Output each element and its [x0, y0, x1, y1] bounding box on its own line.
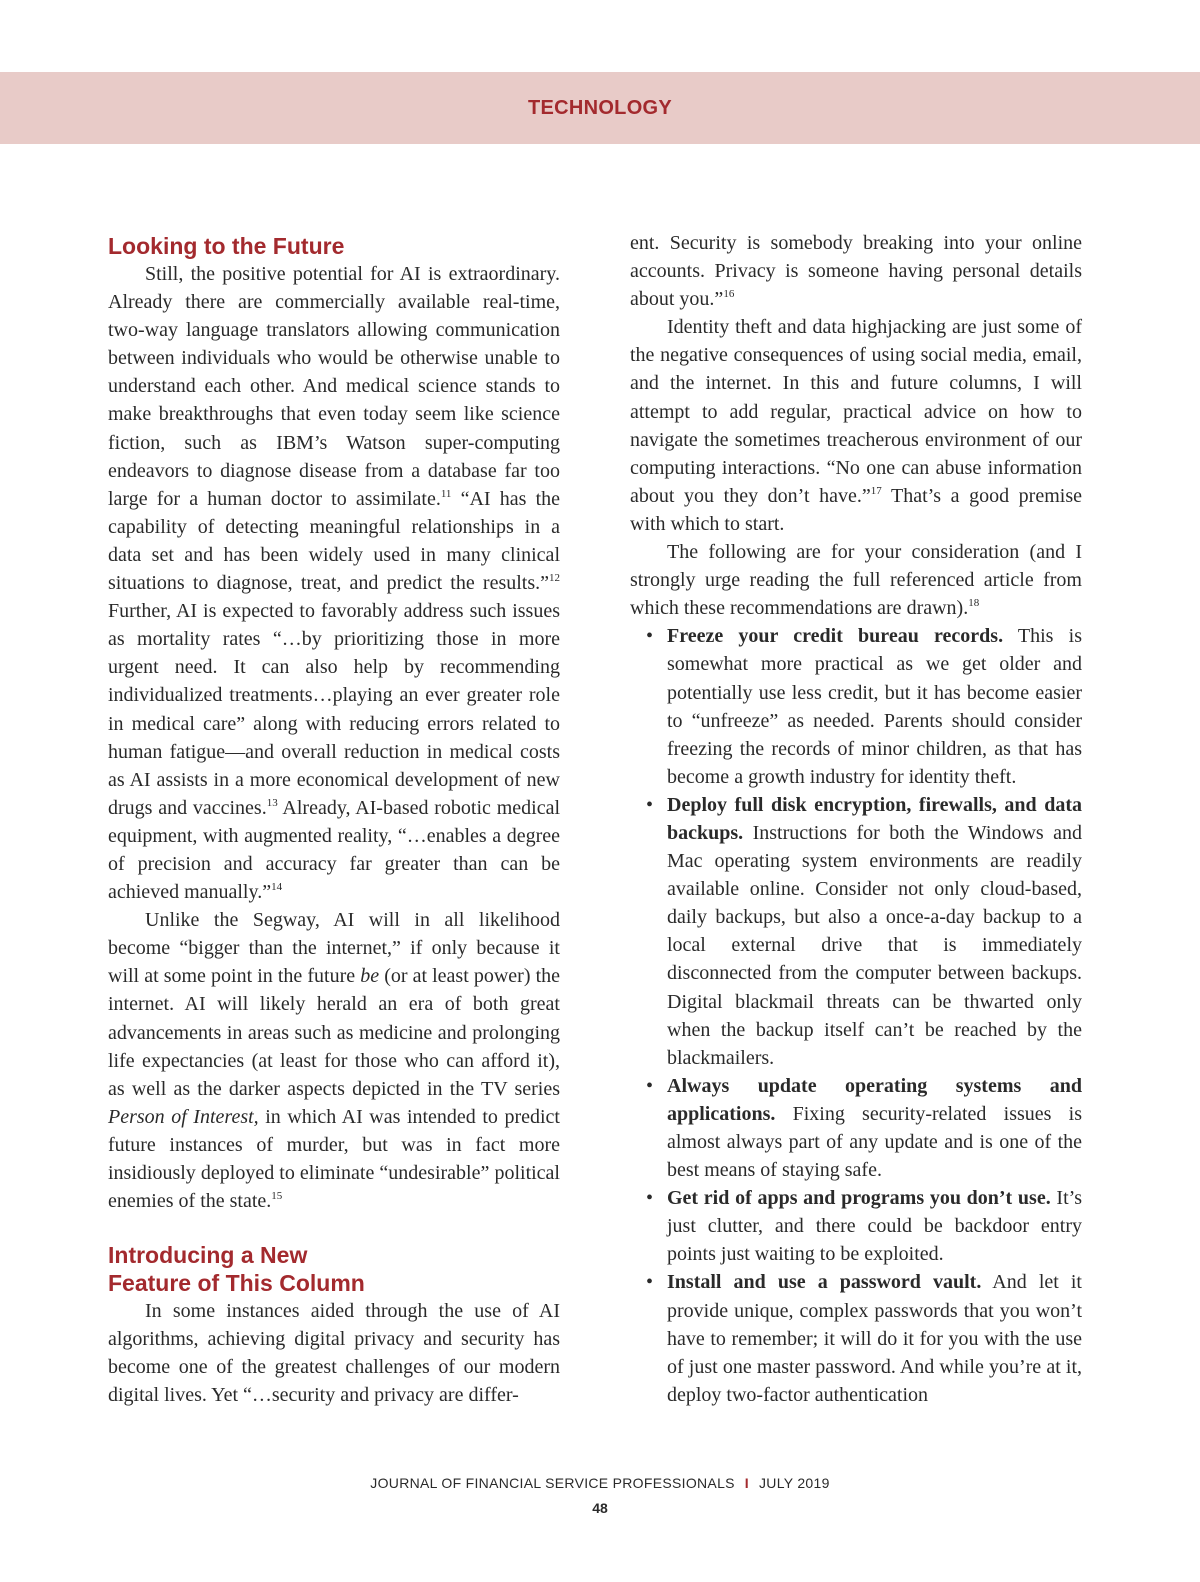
footnote-ref: 13 [266, 796, 278, 809]
bullet-icon: • [646, 625, 654, 648]
page-number: 48 [592, 1500, 608, 1516]
list-item: • Always update operating systems and applications. Fixing security-related issues is almost always part of any update and is one of the best means of staying safe. [630, 1072, 1082, 1184]
right-column [630, 229, 1082, 1409]
bullet-icon: • [646, 1074, 654, 1097]
bullet-icon: • [646, 1187, 654, 1210]
paragraph-segway: Unlike the Segway, AI will in all likelihood become “bigger than the internet,” if only because it will at some point in the future be (or at least power) the internet. AI will likely herald an era of both great advancements in areas such as medicine and prolonging life expectancies (at least for those who can afford it), as well as the darker aspects depicted in the TV series Person of Interest, in which AI was intended to predict future instances of murder, but was in fact more insidiously deployed to eliminate “undesirable” political enemies of the state.$^{15}$ [108, 909, 561, 1213]
heading-introducing-new-feature: Introducing a New Feature of This Column [108, 1242, 365, 1297]
footnote-ref: 12 [549, 572, 560, 585]
heading-looking-to-the-future: Looking to the Future [108, 233, 345, 259]
footnote-ref: 15 [271, 1190, 283, 1203]
footer-separator: I [744, 1475, 749, 1491]
footnote-ref: 14 [271, 881, 283, 894]
section-title: TECHNOLOGY [527, 96, 673, 119]
list-item: • Deploy full disk encryption, firewalls, and data backups. Instructions for both the Windows and Mac operating system environments are readily available online. Consider not only cloud-based, daily backups, but also a once-a-day backup to a local external drive that is immediately disconnected from the computer between backups. Digital blackmail threats can be thwarted only when the backup itself can’t be reached by the blackmailers. [630, 791, 1082, 1072]
footnote-ref: 18 [968, 597, 980, 610]
recommendation-list [630, 622, 1082, 1409]
footer-journal-line [0, 1475, 1200, 1491]
journal-name: JOURNAL OF FINANCIAL SERVICE PROFESSIONALS [370, 1475, 735, 1491]
bullet-icon: • [646, 1271, 654, 1294]
paragraph-following: The following are for your consideration (and I strongly urge reading the full referenced article from which these recommendations are drawn).$^{18}$ [630, 541, 1082, 620]
list-item: • Install and use a password vault. And let it provide unique, complex passwords that you won’t have to remember; it will do it for you with the use of just one master password. And while you’re at it, deploy two-factor authentication [630, 1268, 1082, 1408]
section-banner [0, 72, 1200, 144]
footnote-ref: 16 [723, 288, 735, 301]
footnote-ref: 11 [440, 487, 452, 500]
issue-date: JULY 2019 [759, 1475, 830, 1491]
paragraph-identity-theft: Identity theft and data highjacking are just some of the negative consequences of using social media, email, and the internet. In this and future columns, I will attempt to add regular, practical advice on how to navigate the sometimes treacherous environment of our computing interactions. “No one can abuse information about you they don’t have.”$^{17}$ That’s a good premise with which to start. [630, 316, 1082, 535]
bullet-icon: • [646, 793, 654, 816]
paragraph-continued: ent. Security is somebody breaking into your online accounts. Privacy is someone having personal details about you.”$^{16}$ [630, 232, 1082, 311]
paragraph-positive-potential: Still, the positive potential for AI is extraordinary. Already there are commercially available real-time, two-way language translators allowing communication between individuals who would be otherwise unable to understand each other. And medical science stands to make breakthroughs that even today seem like science fiction, such as IBM’s Watson super-computing endeavors to diagnose disease from a database far too large for a human doctor to assimilate.$^{11}$ “AI has the capability of detecting meaningful relationships in a data set and has been widely used in many clinical situations to diagnose, treat, and predict the results.”$^{12}$ Further, AI is expected to favorably address such issues as mortality rates “…by prioritizing those in more urgent need. It can also help by recommending individualized treatments…playing an ever greater role in medical care” along with reducing errors related to human fatigue—and overall reduction in medical costs as AI assists in a more economical development of new drugs and vaccines.$^{13}$ Already, AI-based robotic medical equipment, with augmented reality, “…enables a degree of precision and accuracy far greater than can be achieved manually.”$^{14}$ [108, 263, 560, 904]
list-item: • Get rid of apps and programs you don’t use. It’s just clutter, and there could be backdoor entry points just waiting to be exploited. [630, 1184, 1082, 1268]
footnote-ref: 17 [870, 484, 882, 497]
left-column [108, 229, 560, 1410]
list-item: • Freeze your credit bureau records. This is somewhat more practical as we get older and potentially use less credit, but it has become easier to “unfreeze” as needed. Parents should consider freezing the records of minor children, as that has become a growth industry for identity theft. [630, 622, 1082, 791]
paragraph-privacy-security: In some instances aided through the use of AI algorithms, achieving digital privacy and security has become one of the greatest challenges of our modern digital lives. Yet “…security and privacy are differ- [108, 1300, 560, 1407]
